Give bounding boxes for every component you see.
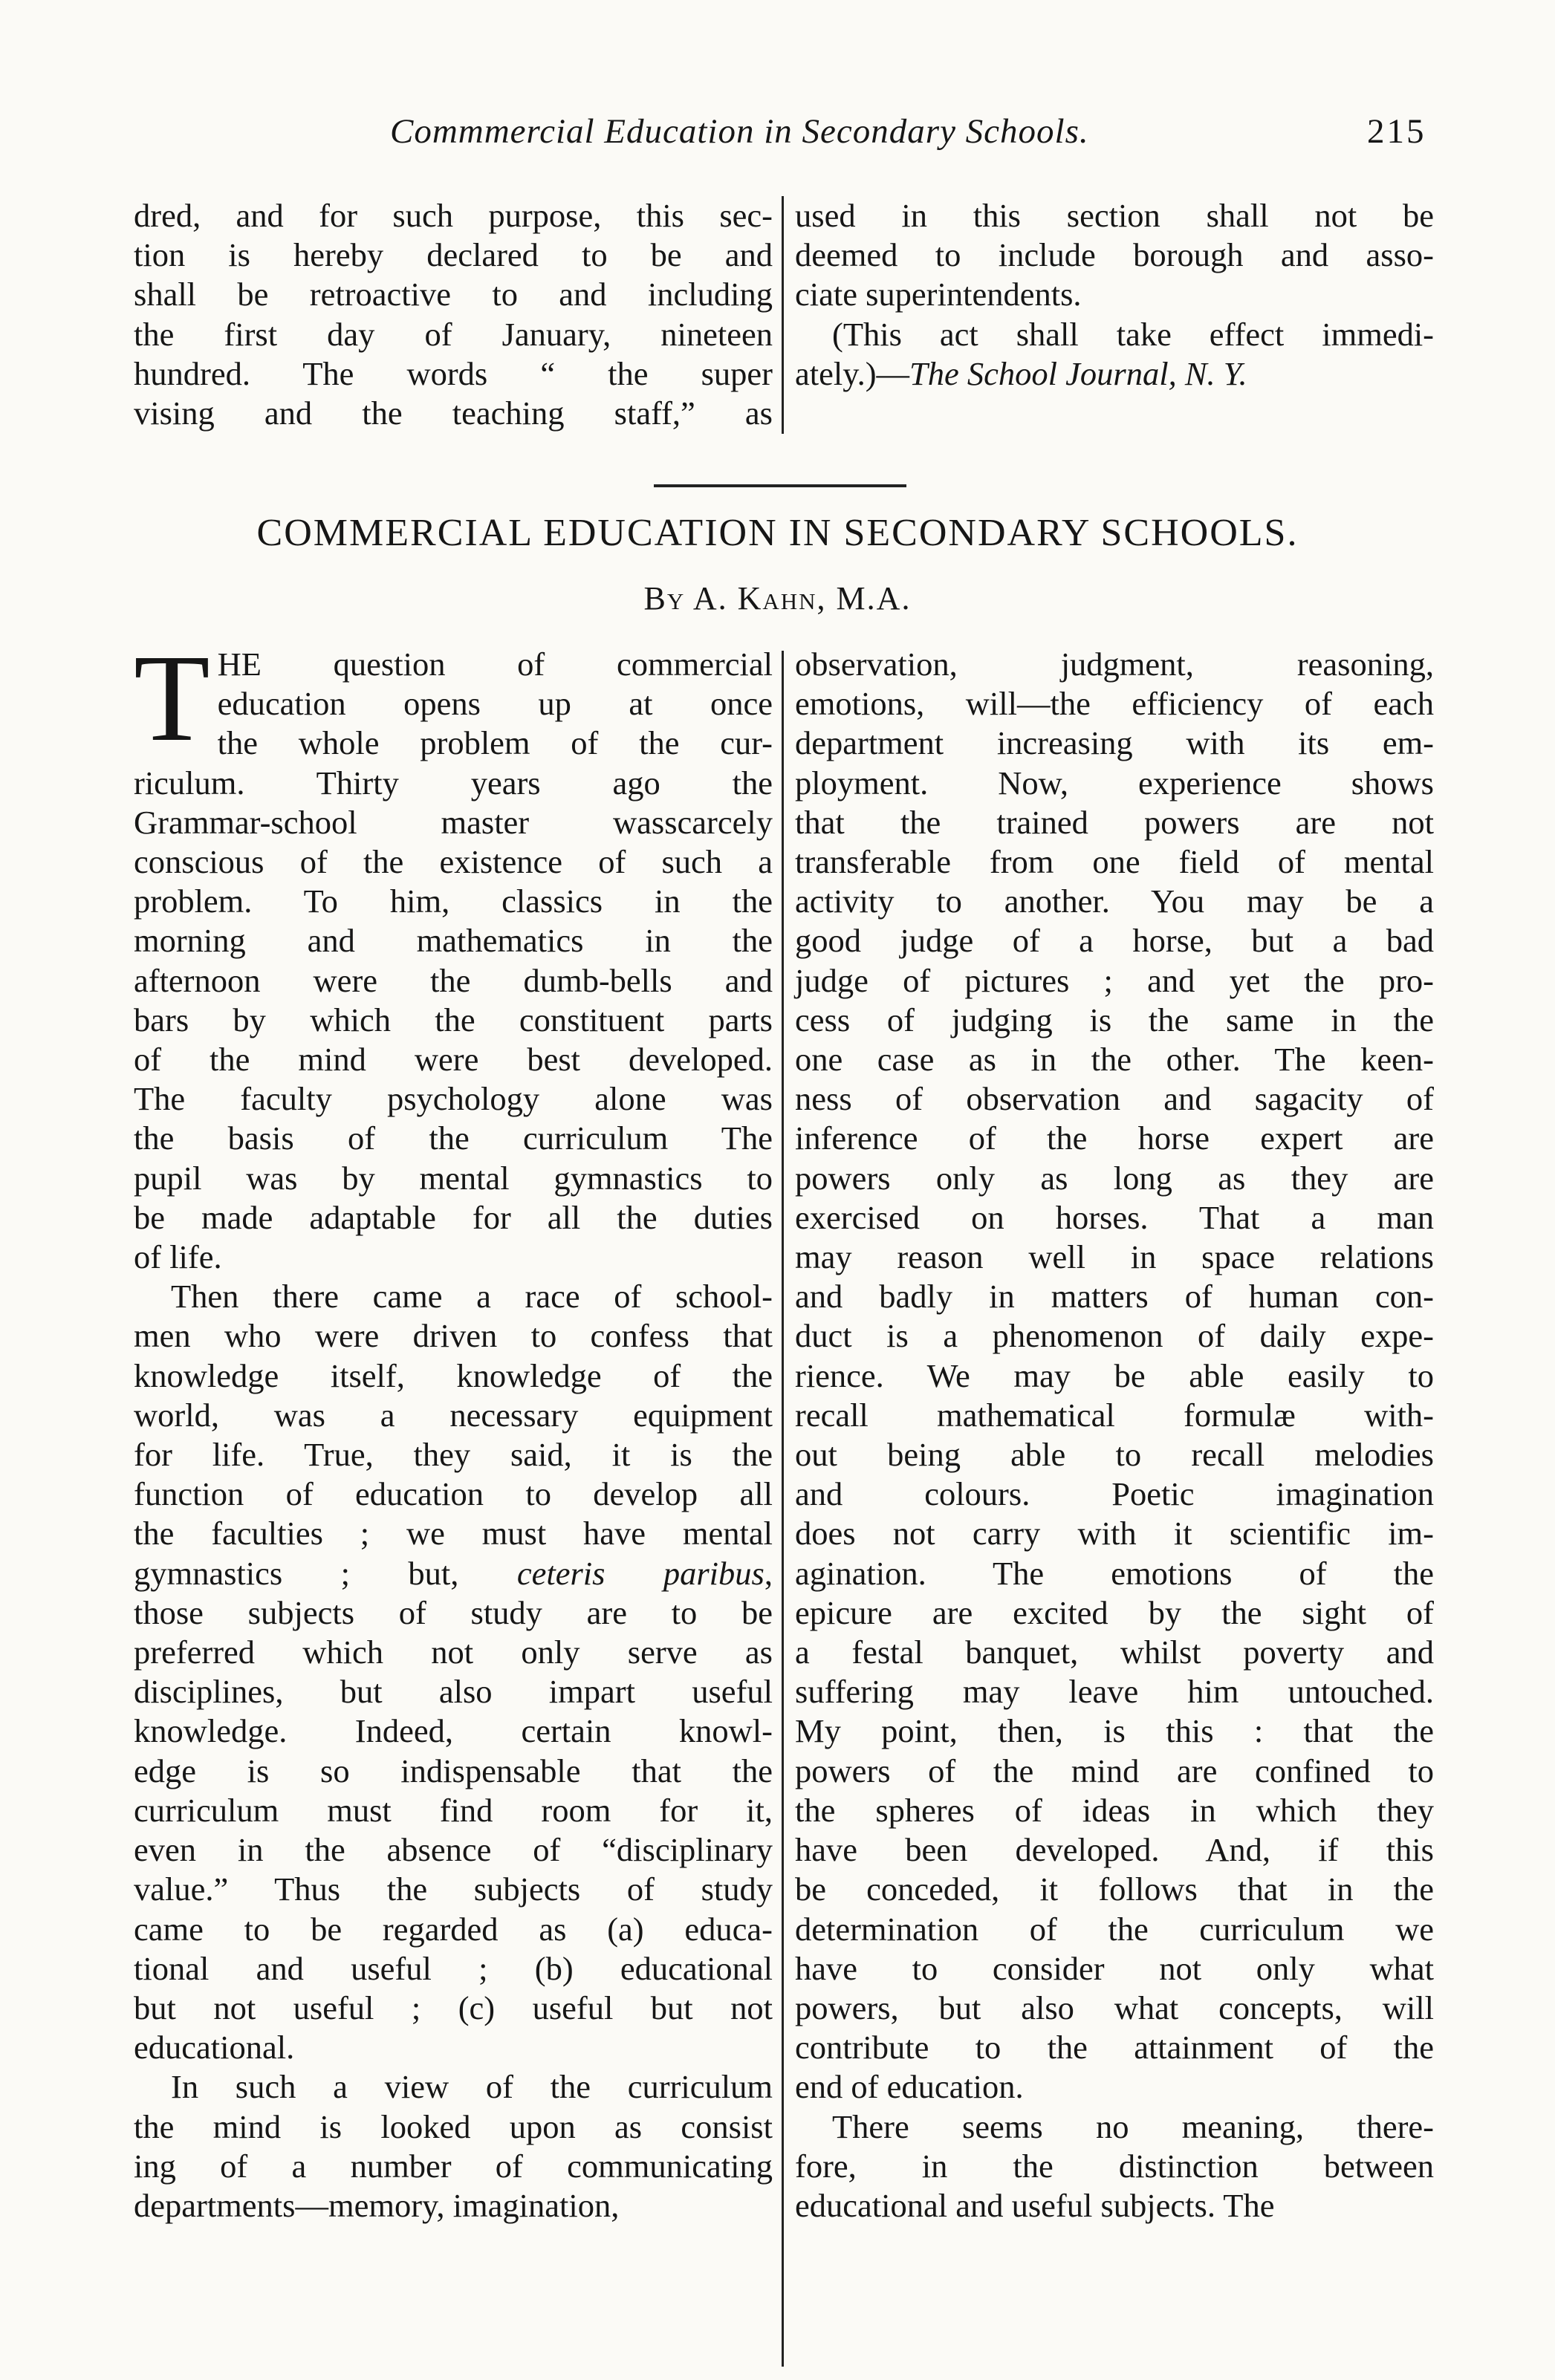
text-line: have been developed. And, if this — [795, 1831, 1434, 1869]
text-line: vising and the teaching staff,” as — [134, 394, 773, 432]
paragraph — [134, 629, 773, 1277]
text-line: rience. We may be able easily to — [795, 1356, 1434, 1394]
text-line: of life. — [134, 1238, 222, 1276]
paragraph — [795, 2107, 1434, 2226]
text-line: world, was a necessary equipment — [134, 1396, 773, 1434]
text-line: tional and useful ; (b) educational — [134, 1949, 773, 1987]
text-line — [795, 354, 1434, 394]
text-line: powers, but also what concepts, will — [795, 1989, 1434, 2026]
text-line: does not carry with it scientific im- — [795, 1515, 1434, 1552]
column-rule-top — [782, 196, 784, 434]
text-line: gymnastics ; but, ceteris paribus, — [134, 1554, 773, 1592]
text-line: the first day of January, nineteen — [134, 315, 773, 353]
text-line: Grammar-school master wasscarcely — [134, 803, 773, 841]
text-line: function of education to develop all — [134, 1475, 773, 1513]
text-line: suffering may leave him untouched. — [795, 1673, 1434, 1711]
text-line: shall be retroactive to and including — [134, 276, 773, 313]
text-line: contribute to the attainment of the — [795, 2029, 1434, 2067]
text-line: agination. The emotions of the — [795, 1554, 1434, 1592]
text-line: educational and useful subjects. The — [795, 2186, 1275, 2224]
text-line: those subjects of study are to be — [134, 1593, 773, 1631]
text-line: In such a view of the curriculum — [171, 2068, 773, 2106]
section-divider — [654, 484, 906, 487]
text-line: morning and mathematics in the — [134, 922, 773, 960]
latin-phrase: ceteris paribus — [516, 1554, 764, 1592]
text-line: out being able to recall melodies — [795, 1436, 1434, 1474]
text-line: riculum. Thirty years ago the — [134, 764, 773, 802]
text-line: education opens up at once — [217, 685, 773, 723]
text-line: good judge of a horse, but a bad — [795, 922, 1434, 960]
text-line: departments—memory, imagination, — [134, 2186, 620, 2224]
paragraph — [134, 1277, 773, 2067]
text-line: edge is so indispensable that the — [134, 1752, 773, 1789]
text-line: end of education. — [795, 2068, 1024, 2106]
running-head — [0, 111, 1555, 163]
text-line: determination of the curriculum we — [795, 1910, 1434, 1948]
text-line: men who were driven to confess that — [134, 1317, 773, 1355]
column-rule-main — [782, 651, 784, 2367]
text-line: duct is a phenomenon of daily expe- — [795, 1317, 1434, 1355]
prev-article-right-column — [795, 196, 1434, 394]
text-line: the basis of the curriculum The — [134, 1119, 773, 1157]
text-line: the spheres of ideas in which they — [795, 1791, 1434, 1829]
text-line: curriculum must find room for it, — [134, 1791, 773, 1829]
source-citation: The School Journal, N. Y. — [909, 354, 1247, 392]
text-line: dred, and for such purpose, this sec- — [134, 197, 773, 234]
text-line: inference of the horse expert are — [795, 1119, 1434, 1157]
paragraph — [795, 645, 1434, 2107]
text-line: cess of judging is the same in the — [795, 1001, 1434, 1038]
text-line: recall mathematical formulæ with- — [795, 1396, 1434, 1434]
text-line: ployment. Now, experience shows — [795, 764, 1434, 802]
text-line: disciplines, but also impart useful — [134, 1673, 773, 1711]
text-line: observation, judgment, reasoning, — [795, 646, 1434, 683]
text-line: came to be regarded as (a) educa- — [134, 1910, 773, 1948]
text-line: exercised on horses. That a man — [795, 1198, 1434, 1236]
text-line: the whole problem of the cur- — [217, 724, 773, 762]
text-line: My point, then, is this : that the — [795, 1712, 1434, 1750]
text-line: department increasing with its em- — [795, 724, 1434, 762]
text-line: have to consider not only what — [795, 1949, 1434, 1987]
text-line: of the mind were best developed. — [134, 1041, 773, 1079]
text-line: transferable from one field of mental — [795, 843, 1434, 881]
text-line: (This act shall take effect immedi- — [832, 315, 1434, 353]
text-line: the faculties ; we must have mental — [134, 1515, 773, 1552]
text-line: a festal banquet, whilst poverty and — [795, 1633, 1434, 1671]
text-line: for life. True, they said, it is the — [134, 1436, 773, 1474]
drop-cap: T — [134, 629, 210, 767]
text-line: HE question of commercial — [217, 646, 773, 683]
article-title: COMMERCIAL EDUCATION IN SECONDARY SCHOOLS. — [256, 512, 1299, 554]
text-line: epicure are excited by the sight of — [795, 1593, 1434, 1631]
text-line: tion is hereby declared to be and — [134, 236, 773, 274]
byline-text: By A. Kahn, M.A. — [643, 580, 912, 617]
text-line: ness of observation and sagacity of — [795, 1080, 1434, 1118]
text-line: preferred which not only serve as — [134, 1633, 773, 1671]
text-line: even in the absence of “disciplinary — [134, 1831, 773, 1869]
text-line: may reason well in space relations — [795, 1238, 1434, 1276]
text-line: There seems no meaning, there- — [832, 2107, 1434, 2145]
text-line: ing of a number of communicating — [134, 2147, 773, 2185]
text-line: and colours. Poetic imagination — [795, 1475, 1434, 1513]
text-line: hundred. The words “ the super — [134, 354, 773, 392]
text-line: used in this section shall not be — [795, 197, 1434, 234]
text-line: The faculty psychology alone was — [134, 1080, 773, 1118]
text-line: but not useful ; (c) useful but not — [134, 1989, 773, 2026]
text-line: powers only as long as they are — [795, 1159, 1434, 1197]
text-line: ciate superintendents. — [795, 276, 1082, 313]
text-line: be made adaptable for all the duties — [134, 1198, 773, 1236]
text-line: the mind is looked upon as consist — [134, 2107, 773, 2145]
text-line: bars by which the constituent parts — [134, 1001, 773, 1038]
text-line: one case as in the other. The keen- — [795, 1041, 1434, 1079]
text-line: and badly in matters of human con- — [795, 1278, 1434, 1316]
paragraph — [134, 2067, 773, 2225]
text-line: powers of the mind are confined to — [795, 1752, 1434, 1789]
text-line: fore, in the distinction between — [795, 2147, 1434, 2185]
text-line: knowledge. Indeed, certain knowl- — [134, 1712, 773, 1750]
text-line: knowledge itself, knowledge of the — [134, 1356, 773, 1394]
text-line: pupil was by mental gymnastics to — [134, 1159, 773, 1197]
text-line: conscious of the existence of such a — [134, 843, 773, 881]
text-line: Then there came a race of school- — [171, 1278, 773, 1316]
page-number: 215 — [1367, 112, 1426, 151]
text-line: emotions, will—the efficiency of each — [795, 685, 1434, 723]
text-line: educational. — [134, 2029, 295, 2067]
running-title: Commmercial Education in Secondary Schools. — [390, 112, 1089, 151]
text-line: value.” Thus the subjects of study — [134, 1870, 773, 1908]
text-line: that the trained powers are not — [795, 803, 1434, 841]
effect-tail: ately.)— — [795, 354, 910, 392]
text-line: judge of pictures ; and yet the pro- — [795, 961, 1434, 999]
article-right-column — [795, 645, 1434, 2225]
text-line: deemed to include borough and asso- — [795, 236, 1434, 274]
article-byline — [0, 579, 1555, 617]
text-line: afternoon were the dumb-bells and — [134, 961, 773, 999]
article-left-column — [134, 629, 773, 2225]
text-line: activity to another. You may be a — [795, 882, 1434, 920]
text-line: problem. To him, classics in the — [134, 882, 773, 920]
text-line: be conceded, it follows that in the — [795, 1870, 1434, 1908]
prev-article-left-column — [134, 196, 773, 433]
